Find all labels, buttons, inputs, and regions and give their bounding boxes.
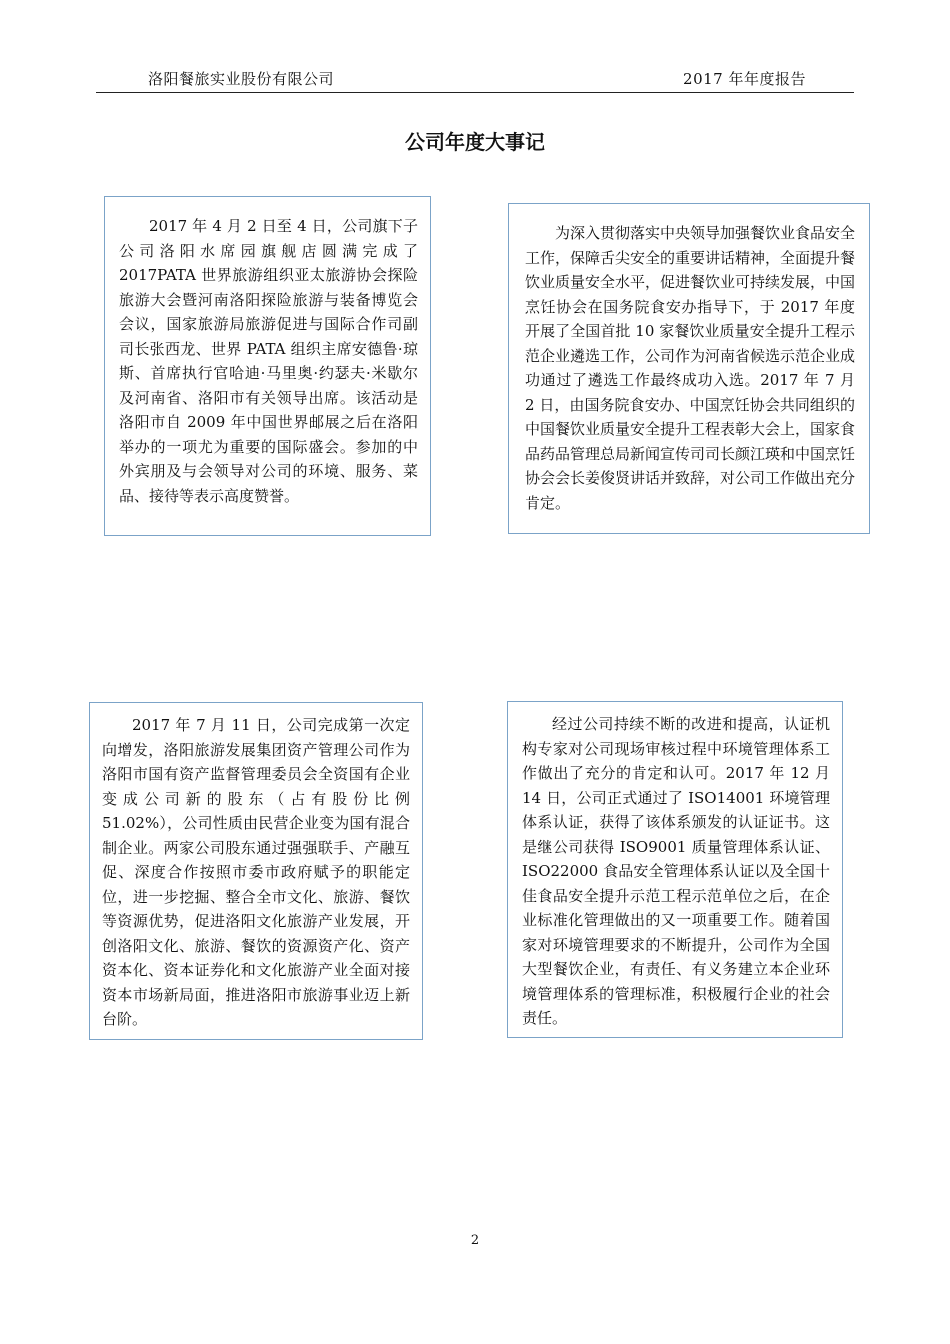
page-number: 2	[470, 1233, 480, 1248]
event-box-iso14001-certification	[507, 701, 843, 1038]
page-header	[96, 66, 854, 93]
event-box-food-safety-award	[508, 203, 870, 534]
event-text: 经过公司持续不断的改进和提高，认证机构专家对公司现场审核过程中环境管理体系工作做出了充分的肯定和认可。2017 年 12 月 14 日，公司正式通过了 ISO14001 环境管理体系认证，获得了该体系颁发的认证证书。这是继公司获得 ISO9001 质量管理体系认证、ISO22000 食品安全管理体系认证以及全国十佳食品安全提升示范工程示范单位之后，在企业标准化管理做出的又一项重要工作。随着国家对环境管理要求的不断提升，公司作为全国大型餐饮企业，有责任、有义务建立本企业环境管理体系的管理标准，积极履行企业的社会责任。	[522, 715, 830, 1027]
event-text: 2017 年 7 月 11 日，公司完成第一次定向增发，洛阳旅游发展集团资产管理公司作为洛阳市国有资产监督管理委员会全资国有企业变成公司新的股东（占有股份比例 51.02%），公司性质由民营企业变为国有混合制企业。两家公司股东通过强强联手、产融互促、深度合作按照市委市政府赋予的职能定位，进一步挖掘、整合全市文化、旅游、餐饮等资源优势，促进洛阳文化旅游产业发展，开创洛阳文化、旅游、餐饮的资源资产化、资产资本化、资本证券化和文化旅游产业全面对接资本市场新局面，推进洛阳市旅游事业迈上新台阶。	[102, 716, 410, 1028]
event-box-private-placement	[89, 702, 423, 1040]
event-box-pata-conference	[104, 196, 431, 536]
event-text: 2017 年 4 月 2 日至 4 日，公司旗下子公司洛阳水席园旗舰店圆满完成了 2017PATA 世界旅游组织亚太旅游协会探险旅游大会暨河南洛阳探险旅游与装备博览会会议，国家旅游局旅游促进与国际合作司副司长张西龙、世界 PATA 组织主席安德鲁·琼斯、首席执行官哈迪·马里奥·约瑟夫·米歇尔及河南省、洛阳市有关领导出席。该活动是洛阳市自 2009 年中国世界邮展之后在洛阳举办的一项尤为重要的国际盛会。参加的中外宾朋及与会领导对公司的环境、服务、菜品、接待等表示高度赞誉。	[119, 217, 418, 505]
event-text: 为深入贯彻落实中央领导加强餐饮业食品安全工作，保障舌尖安全的重要讲话精神，全面提升餐饮业质量安全水平，促进餐饮业可持续发展，中国烹饪协会在国务院食安办指导下，于 2017 年度开展了全国首批 10 家餐饮业质量安全提升工程示范企业遴选工作，公司作为河南省候选示范企业成功通过了遴选工作最终成功入选。2017 年 7 月 2 日，由国务院食安办、中国烹饪协会共同组织的中国餐饮业质量安全提升工程表彰大会上，国家食品药品管理总局新闻宣传司司长颜江瑛和中国烹饪协会会长姜俊贤讲话并致辞，对公司工作做出充分肯定。	[525, 224, 856, 512]
page-title: 公司年度大事记	[405, 130, 545, 154]
report-title: 2017 年年度报告	[683, 70, 806, 88]
company-name: 洛阳餐旅实业股份有限公司	[148, 70, 335, 88]
